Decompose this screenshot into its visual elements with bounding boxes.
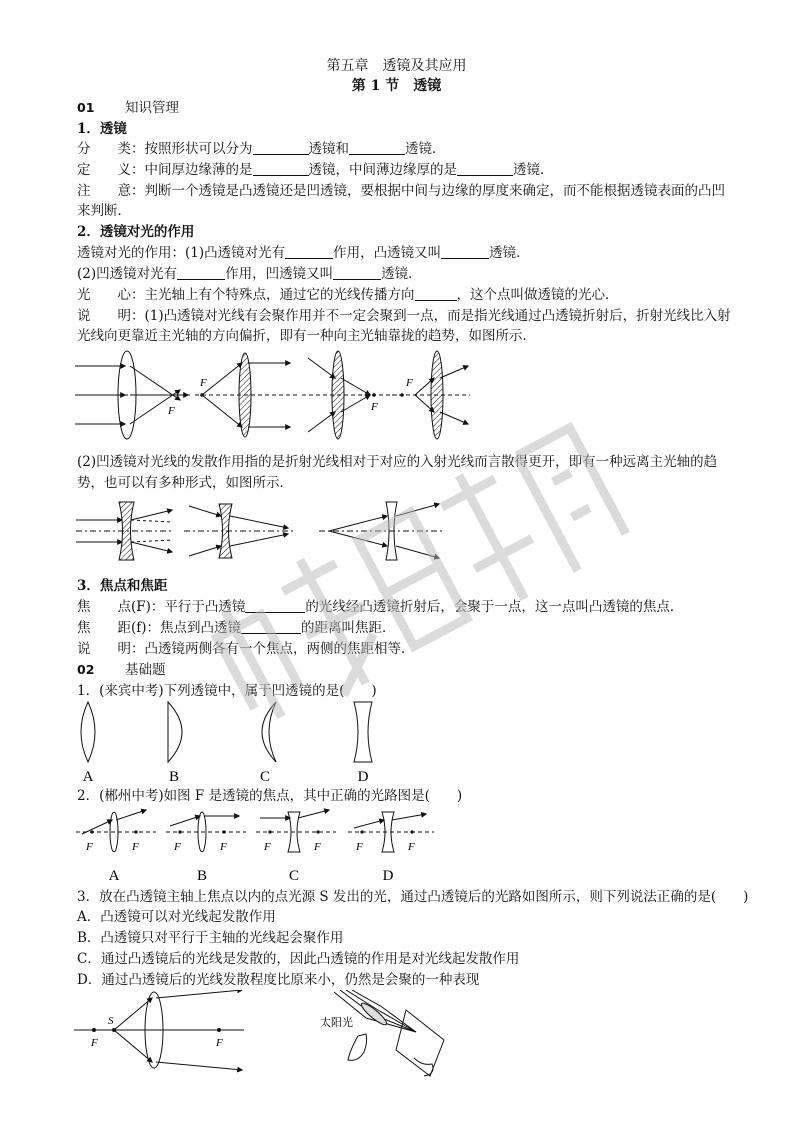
q1-option-a[interactable] [81, 702, 95, 784]
source-label: S [108, 1015, 114, 1027]
paper-sheet [396, 1010, 444, 1076]
focal-length-line [77, 618, 396, 638]
q2-option-d[interactable] [348, 812, 434, 884]
text: 光 心：主光轴上有个特殊点，通过它的光线传播方向 [77, 287, 415, 303]
q3-option-c[interactable]: C．通过凸透镜后的光线是发散的，因此凸透镜的作用是对光线起发散作用 [77, 951, 520, 967]
text: 作用，凹透镜又叫 [225, 266, 334, 282]
explain-line-1: 说 明：(1)凸透镜对光线有会聚作用并不一定会聚到一点，而是指光线通过凸透镜折射后，折射光线比入射 [77, 308, 731, 324]
blank-4[interactable] [457, 161, 513, 176]
optical-center-line [77, 285, 619, 305]
text: 作用，凸透镜又叫 [333, 245, 442, 261]
option-label: C [259, 769, 271, 784]
option-label: A [108, 868, 120, 884]
focus-label: F [264, 841, 271, 853]
q3-option-d[interactable]: D．通过凸透镜后的光线发散程度比原来小，仍然是会聚的一种表现 [77, 972, 480, 988]
text: 定 义：中间厚边缘薄的是 [77, 162, 253, 178]
option-label: D [382, 868, 394, 884]
sunlight-label: 太阳光 [320, 1016, 353, 1029]
q3-option-a[interactable]: A．凸透镜可以对光线起发散作用 [77, 909, 276, 925]
concave-fig-1 [76, 502, 174, 560]
focus-label: F [314, 841, 321, 853]
explain-line-2: 光线向更靠近主光轴的方向偏折，即有一种向主光轴靠拢的趋势，如图所示． [77, 328, 536, 344]
section-title: 第 1 节 透镜 [351, 78, 442, 94]
blank-6[interactable] [441, 244, 489, 259]
definition-line [77, 160, 554, 180]
text: 透镜对光的作用：(1)凸透镜对光有 [77, 245, 286, 261]
option-label: B [168, 769, 180, 784]
option-label: C [288, 868, 300, 884]
text: 透镜． [405, 141, 446, 157]
convex-fig-1 [75, 351, 190, 439]
q3-option-b[interactable]: B．凸透镜只对平行于主轴的光线起会聚作用 [77, 930, 344, 946]
part1-heading [77, 98, 179, 118]
focus-label: F [406, 377, 413, 389]
focus-label: F [132, 841, 139, 853]
blank-10[interactable] [245, 598, 305, 613]
question-2: 2．(郴州中考)如图 F 是透镜的焦点，其中正确的光路图是( ) [77, 788, 463, 804]
q1-option-b[interactable] [168, 702, 182, 784]
option-label: A [82, 769, 94, 784]
hand-right [414, 1058, 433, 1076]
part2-title: 基础题 [125, 662, 166, 678]
blank-2[interactable] [349, 140, 405, 155]
option-label: D [357, 769, 369, 784]
focus-label: F [86, 841, 93, 853]
convex-effect-line [77, 243, 530, 263]
focus-label: F [371, 401, 378, 413]
q1-option-c[interactable] [260, 702, 276, 784]
text: 焦 距(f)：焦点到凸透镜 [77, 620, 242, 636]
question-3: 3．放在凸透镜主轴上焦点以内的点光源 S 发出的光，通过凸透镜后的光路如图所示，则下列说法正确的是( ) [77, 889, 749, 905]
text: 的光线经凸透镜折射后，会聚于一点，这一点叫凸透镜的焦点． [305, 599, 684, 615]
q2-option-a[interactable] [76, 810, 156, 884]
convex-fig-2 [195, 353, 300, 437]
note-line-2: 来判断． [77, 203, 131, 219]
blank-9[interactable] [415, 286, 457, 301]
text: 分 类：按照形状可以分为 [77, 141, 253, 157]
text: 透镜． [489, 245, 530, 261]
part2-number: 02 [77, 662, 95, 677]
concave-fig-2 [184, 504, 294, 558]
sunlight-lens-figure [318, 990, 448, 1080]
convex-fig-3 [302, 351, 400, 439]
question-1: 1．(来宾中考)下列透镜中，属于凹透镜的是( ) [77, 683, 377, 699]
chapter-title: 第五章 透镜及其应用 [326, 58, 467, 74]
text: ，这个点叫做透镜的光心． [456, 287, 619, 303]
blank-1[interactable] [253, 140, 309, 155]
classification-line [77, 139, 446, 159]
q2-option-c[interactable] [256, 810, 336, 884]
blank-8[interactable] [333, 265, 381, 280]
focus-label: F [220, 841, 227, 853]
q1-option-d[interactable] [354, 702, 372, 784]
text: 透镜，中间薄边缘厚的是 [308, 162, 457, 178]
focus-label: F [408, 841, 415, 853]
q1-lens-options [70, 700, 410, 784]
hand-left [348, 1034, 367, 1060]
focus-label: F [168, 405, 175, 417]
convex-lens-figures [70, 348, 470, 442]
heading-lens: 1．透镜 [77, 121, 127, 137]
note-line-1: 注 意：判断一个透镜是凸透镜还是凹透镜，要根据中间与边缘的厚度来确定，而不能根据透镜表面的凸凹 [77, 183, 725, 199]
q2-option-b[interactable] [166, 812, 246, 884]
text: 的距离叫焦距． [301, 620, 396, 636]
q2-light-path-options [74, 808, 444, 884]
text: 透镜和 [308, 141, 349, 157]
heading-lens-effect: 2．透镜对光的作用 [77, 224, 195, 240]
focus-label: F [174, 841, 181, 853]
focus-label: F [91, 1037, 98, 1049]
blank-11[interactable] [241, 619, 301, 634]
concave-fig-3 [319, 502, 444, 560]
focus-label: F [356, 841, 363, 853]
concave-effect-line [77, 264, 422, 284]
text: 透镜． [513, 162, 554, 178]
blank-7[interactable] [177, 265, 225, 280]
text: 透镜． [381, 266, 422, 282]
focus-line [77, 597, 683, 617]
part2-heading [77, 660, 166, 680]
focus-note-line: 说 明：凸透镜两侧各有一个焦点，两侧的焦距相等． [77, 641, 415, 657]
blank-3[interactable] [253, 161, 309, 176]
q3-point-source-figure [74, 990, 264, 1074]
text: (2)凹透镜对光有 [77, 266, 178, 282]
text: 焦 点(F)：平行于凸透镜 [77, 599, 246, 615]
blank-5[interactable] [285, 244, 333, 259]
heading-focus: 3．焦点和焦距 [77, 578, 168, 594]
convex-fig-4 [392, 351, 470, 439]
concave-lens-figures [74, 498, 474, 564]
concave-explain-line-1: (2)凹透镜对光线的发散作用指的是折射光线相对于对应的入射光线而言散得更开，即有一种远离主光轴的趋 [77, 454, 718, 470]
part1-number: 01 [77, 100, 95, 115]
concave-explain-line-2: 势，也可以有多种形式，如图所示． [77, 475, 293, 491]
option-label: B [196, 868, 208, 884]
focus-label: F [216, 1037, 223, 1049]
part1-title: 知识管理 [125, 100, 179, 116]
focus-label: F [200, 377, 207, 389]
